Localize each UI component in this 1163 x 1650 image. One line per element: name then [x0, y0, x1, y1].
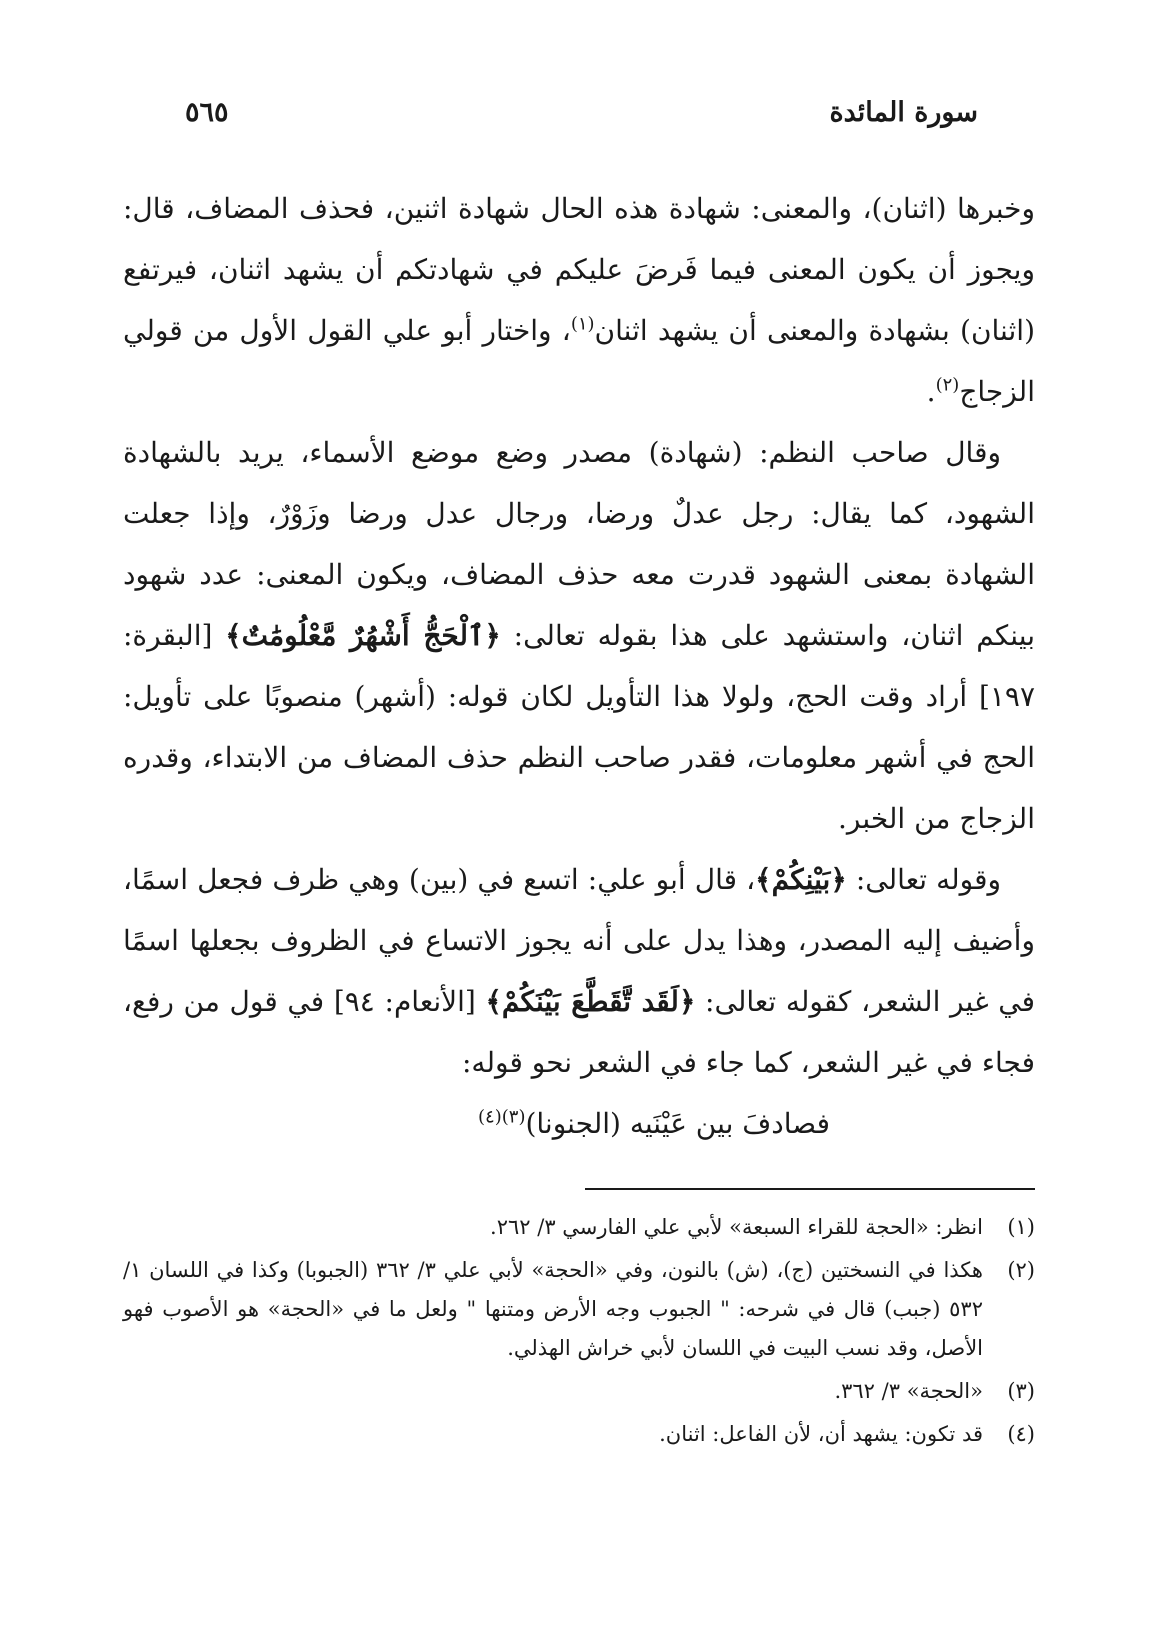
quran-quote-hajj: ﴿ٱلْحَجُّ أَشْهُرٌ مَّعْلُومَٰتٌ﴾ [225, 619, 501, 652]
paragraph-1-end: . [926, 375, 936, 408]
footnote-text: هكذا في النسختين (ج)، (ش) بالنون، وفي «الحجة» لأبي علي ٣/ ٣٦٢ (الجبوبا) وكذا في اللسان ١/ ٥٣٢ (جبب) قال في شرحه: " الجبوب وجه الأرض ومتنها " ولعل ما في «الحجة» هو الأصوب فهو الأصل، وقد نسب البيت في اللسان لأبي خراش الهذلي. [123, 1258, 983, 1360]
paragraph-1 [123, 178, 1035, 422]
main-text [123, 178, 1035, 1154]
footnote-ref-3-4[interactable]: (٣)(٤) [478, 1106, 526, 1128]
footnote-3 [123, 1372, 1035, 1411]
footnote-number: (٢) [1007, 1258, 1035, 1282]
surah-title: سورة المائدة [829, 96, 978, 128]
running-header [185, 92, 978, 132]
paragraph-1-text: وخبرها (اثنان)، والمعنى: شهادة هذه الحال شهادة اثنين، فحذف المضاف، قال: ويجوز أن يكون المعنى فيما فَرضَ عليكم في شهادتكم أن يشهد اثنان، فيرتفع (اثنان) بشهادة والمعنى أن يشهد اثنان [123, 192, 1035, 347]
paragraph-3 [123, 849, 1035, 1093]
footnote-4 [123, 1415, 1035, 1454]
footnote-number: (١) [1007, 1215, 1035, 1239]
paragraph-2-text-b: [البقرة: ١٩٧] أراد وقت الحج، ولولا هذا التأويل لكان قوله: (أشهر) منصوبًا على تأويل: الحج في أشهر معلومات، فقدر صاحب النظم حذف المضاف من الابتداء، وقدره الزجاج من الخبر. [123, 619, 1035, 835]
footnote-ref-2[interactable]: (٢) [935, 374, 960, 396]
paragraph-3-text-b: ، قال أبو علي: اتسع في (بين) وهي ظرف فجعل اسمًا، وأضيف إليه المصدر، وهذا يدل على أنه يجوز الاتساع في الظروف بجعلها اسمًا في غير الشعر، كقوله تعالى: [123, 863, 1035, 1018]
paragraph-2 [123, 422, 1035, 849]
quran-quote-baynikum: ﴿بَيْنِكُمْ﴾ [755, 863, 847, 896]
footnote-2 [123, 1251, 1035, 1368]
footnote-text: انظر: «الحجة للقراء السبعة» لأبي علي الفارسي ٣/ ٢٦٢. [490, 1215, 983, 1239]
footnote-text: «الحجة» ٣/ ٣٦٢. [834, 1379, 983, 1403]
footnote-divider [585, 1188, 1035, 1190]
paragraph-3-text-c: [الأنعام: ٩٤] في قول من رفع، فجاء في غير الشعر، كما جاء في الشعر نحو قوله: [123, 985, 1035, 1079]
paragraph-2-text-a: وقال صاحب النظم: (شهادة) مصدر وضع موضع الأسماء، يريد بالشهادة الشهود، كما يقال: رجل عدلٌ ورضا، ورجال عدل ورضا وزَوْرٌ، وإذا جعلت الشهادة بمعنى الشهود قدرت معه حذف المضاف، ويكون المعنى: عدد شهود بينكم اثنان، واستشهد على هذا بقوله تعالى: [123, 436, 1035, 652]
footnote-text: قد تكون: يشهد أن، لأن الفاعل: اثنان. [659, 1422, 983, 1446]
footnotes [123, 1208, 1035, 1458]
footnote-1 [123, 1208, 1035, 1247]
verse-text: فصادفَ بين عَيْنَيه (الجنونا) [525, 1107, 830, 1140]
paragraph-1-mid: ، واختار أبو علي القول الأول من قولي الزجاج [123, 314, 1035, 408]
quran-quote-taqatta: ﴿لَقَد تَّقَطَّعَ بَيْنَكُمْ﴾ [485, 985, 696, 1018]
page-number: ٥٦٥ [185, 96, 229, 128]
footnote-ref-1[interactable]: (١) [570, 313, 595, 335]
poetry-verse [123, 1093, 1035, 1154]
footnote-number: (٤) [1007, 1422, 1035, 1446]
footnote-number: (٣) [1007, 1379, 1035, 1403]
paragraph-3-text-a: وقوله تعالى: [846, 863, 1002, 896]
